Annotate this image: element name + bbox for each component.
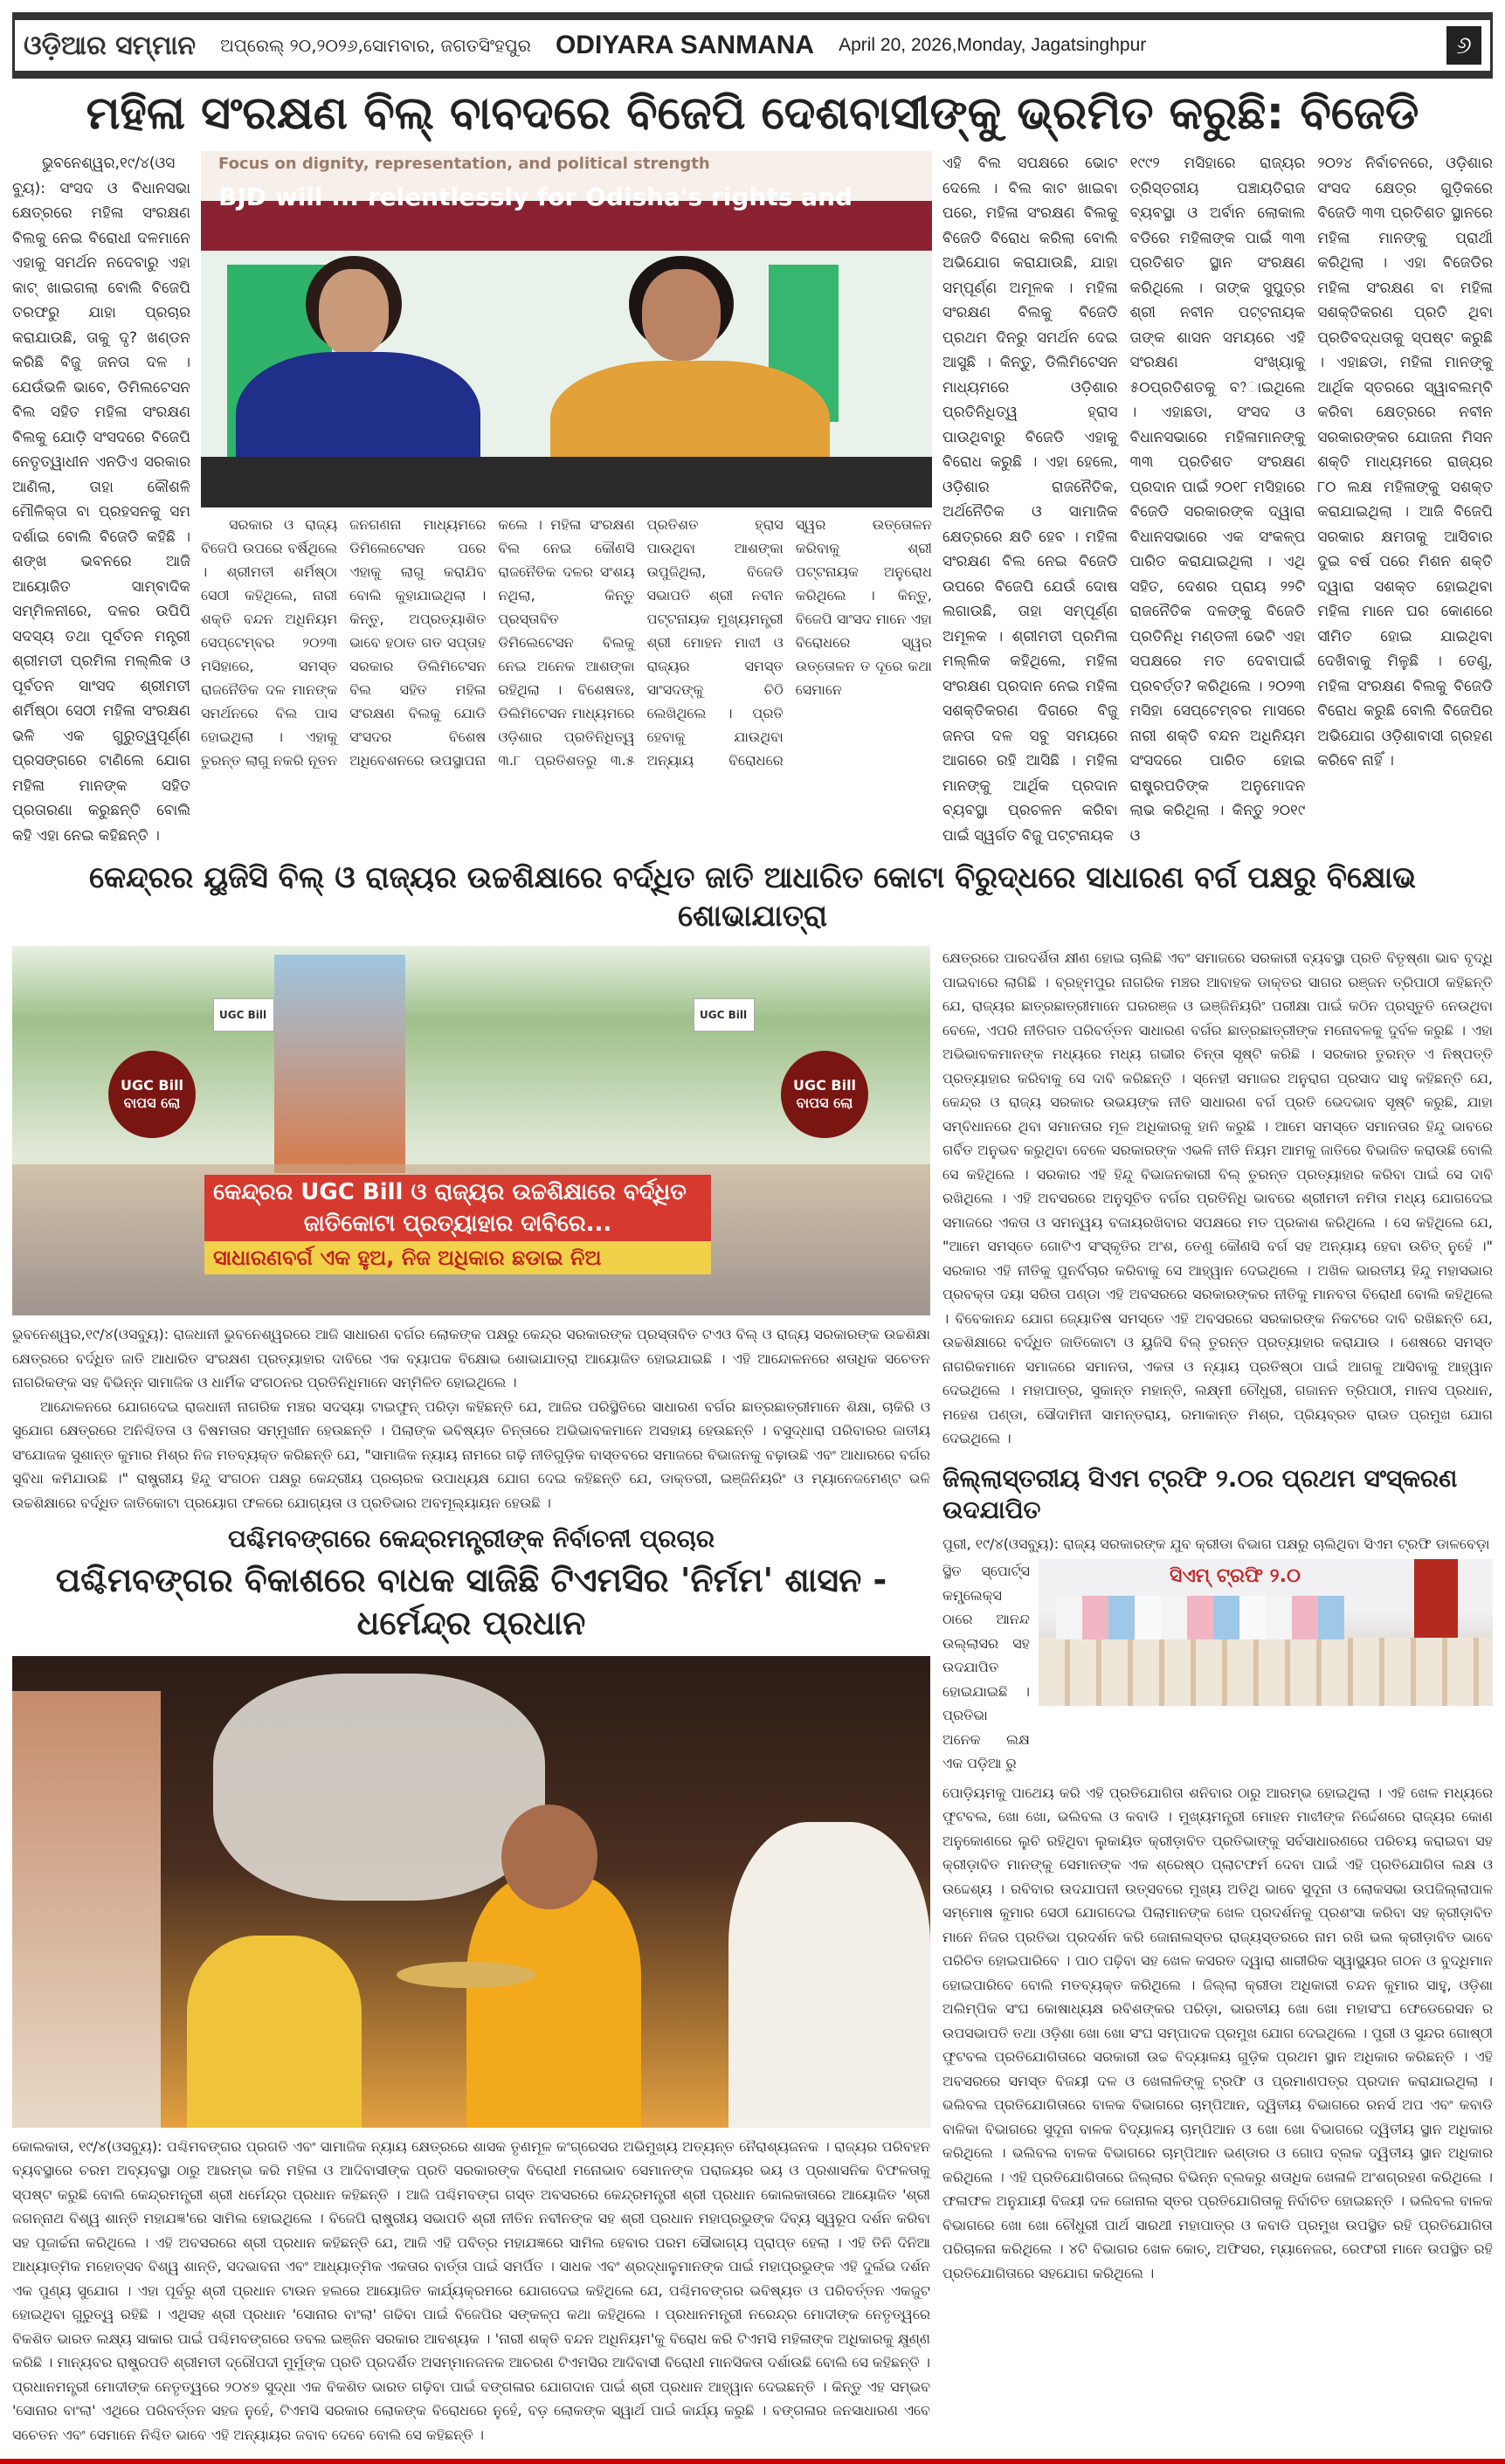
article4-paragraph: ପୋଡ଼ିୟମକୁ ପାଥେୟ କରି ଏହି ପ୍ରତିଯୋଗିତା ଶନିବାର ଠାରୁ ଆରମ୍ଭ ହୋଇଥିଲା । ଏହି ଖେଳ ମଧ୍ୟରେ ଫୁଟବଲ, ଖୋ ଖୋ, ଭଲିବଲ ଓ କବାଡି । ମୁଖ୍ୟମନ୍ତ୍ରୀ ମୋହନ ମାଝୀଙ୍କ ନିର୍ଦ୍ଦେଶରେ ରାଜ୍ୟର କୋଣ ଅନୁକୋଣରେ ଲୁଚି ରହିଥିବା ଲୁକାୟିତ କ୍ରୀଡ଼ାବିତ ପ୍ରତିଭାଙ୍କୁ ସର୍ବସାଧାରଣରେ ପରିଚୟ କରାଇବା ସହ କ୍ରୀଡ଼ାବିତ ମାନଙ୍କୁ ସେମାନଙ୍କ ଏକ ଶ୍ରେଷ୍ଠ ପ୍ଲାଟଫର୍ମ ଦେବା ପାଇଁ ଏହି ପ୍ରତିଯୋଗିତା ଲକ୍ଷ ଓ ଉଦ୍ଦେଶ୍ୟ । ରବିବାର ଉଦଯାପନୀ ଉତ୍ସବରେ ମୁଖ୍ୟ ଅତିଥି ଭାବେ ସୁଦୂନା ଓ ଲୋକସଭା ଉପଜିଲ୍ଲାପାଳ ସମ୍ମୋଷ କୁମାର ସେଠୀ ଯୋଗଦେଇ ପିଲାମାନଙ୍କ ଖେଳ ପ୍ରଦର୍ଶନକୁ ପ୍ରଶଂସା କରିବା ସହ କ୍ରୀଡ଼ାବିତ ମାନେ ନିଜର ପ୍ରତିଭା ପ୍ରଦର୍ଶନ କରି ଜୋନାଲସ୍ତର ରାଜ୍ୟସ୍ତରରେ ନାମ ରଖି ଭଲ କ୍ରୀଡ଼ାବିତ ଭାବେ ପରିଚିତ ହୋଇପାରିବେ । ପାଠ ପଢ଼ିବା ସହ ଖେଳ କସରତ ଦ୍ୱାରା ଶାରୀରିକ ସ୍ୱାସ୍ଥ୍ୟର ଗଠନ ଓ ବୁଦ୍ଧିମାନ ହୋଇପାରିବେ ବୋଲି ମତବ୍ୟକ୍ତ କରିଥିଲେ । ଜିଲ୍ଲା କ୍ରୀଡା ଅଧିକାରୀ ଚନ୍ଦନ କୁମାର ସାହୁ, ଓଡ଼ିଶା ଅଲିମ୍ପିକ ସଂଘ କୋଷାଧ୍ୟକ୍ଷ ରବିଶଙ୍କର ପରିଡ଼ା, ଭାରତୀୟ ଖୋ ଖୋ ମହାସଂଘ ଫେଡେରେସନ ର ଉପସଭାପତି ତଥା ଓଡ଼ିଶା ଖୋ ଖୋ ସଂଘ ସମ୍ପାଦକ ପ୍ରମୁଖ ଯୋଗ ଦେଇଥିଲେ । ପୁରୀ ଓ ସୁନ୍ଦର ଗୋଷ୍ଠୀ ଫୁଟବଲ ପ୍ରତିଯୋଗିତାରେ ସରକାରୀ ଉଚ୍ଚ ବିଦ୍ୟାଳୟ ଗୁଡ଼ିକ ପ୍ରଥମ ସ୍ଥାନ ଅଧିକାର କରିଛନ୍ତି । ଏହି ଅବସରରେ ସମସ୍ତ ବିଜୟୀ ଦଳ ଓ ଖେଳାଳିଙ୍କୁ ଟ୍ରଫି ଓ ପ୍ରମାଣପତ୍ର ପ୍ରଦାନ କରାଯାଇଥିଲା । ଭଲିବଲ ପ୍ରତିଯୋଗିତାରେ ବାଳକ ବିଭାଗରେ ଚାମ୍ପିଆନ, ଦ୍ୱିତୀୟ ବିଭାଗରେ ରନର୍ସ ଅପ ଏବଂ କବାଡି ବାଳିକା ବିଭାଗରେ ସୁଦୂନା ବାଳକ ବିଦ୍ୟାଳୟ ଚାମ୍ପିଆନ ଓ ଖୋ ଖୋ ବିଭାଗରେ ଦ୍ୱିତୀୟ ସ୍ଥାନ ଅଧିକାର କରିଥିଲେ । ଭଲିବଲ ବାଳକ ବିଭାଗରେ ଚାମ୍ପିଆନ ଭଣ୍ଡାର ଓ ଗୋପ ବ୍ଲକ ଦ୍ୱିତୀୟ ସ୍ଥାନ ଅଧିକାର କରିଥିଲେ । ଏହି ପ୍ରତିଯୋଗିତାରେ ଜିଲ୍ଲାର ବିଭିନ୍ନ ବ୍ଲକରୁ ଶତାଧିକ ଖେଳାଳି ଅଂଶଗ୍ରହଣ କରିଥିଲେ । ଫଳାଫଳ ଅନୁଯାୟୀ ବିଜୟୀ ଦଳ ଜୋନାଲ ସ୍ତର ପ୍ରତିଯୋଗିତାକୁ ନିର୍ବାଚିତ ହୋଇଛନ୍ତି । ଭଲିବଲ ବାଳକ ବିଭାଗରେ ଖୋ ଖୋ ଚୌଧୁରୀ ପାର୍ଥ ସାରଥୀ ମହାପାତ୍ର ଓ କବାଡି ପ୍ରମୁଖ ଉପସ୍ଥିତ ରହି ପ୍ରତିଯୋଗିତା ପରିଚାଳନା କରିଥିଲେ । ୪ଟି ବିଭାଗର ଖେଳ କୋଚ୍, ଅଫିସର, ମ୍ୟାନେଜର, ରେଫରୀ ମାନେ ଉପସ୍ଥିତ ରହି ପ୍ରତିଯୋଗିତାରେ ସହଯୋଗ କରିଥିଲେ । — [942, 1784, 1493, 2281]
article2-paragraph: କ୍ଷେତ୍ରରେ ପାରଦର୍ଶିତା କ୍ଷୀଣ ହୋଇ ଚାଲିଛି ଏବଂ ସମାଜରେ ସରକାରୀ ବ୍ୟବସ୍ଥା ପ୍ରତି ବିତୃଷ୍ଣା ଭାବ ବୃଦ୍ଧି ପାଇବାରେ ଲାଗିଛି । ବ୍ରହ୍ମପୁର ନାଗରିକ ମଞ୍ଚର ଆବାହକ ଡାକ୍ତର ସାଗର ରଞ୍ଜନ ତ୍ରିପାଠୀ କହିଛନ୍ତି ଯେ, ରାଜ୍ୟର ଛାତ୍ରଛାତ୍ରୀମାନେ ଘରରଞ୍ଜ ଓ ଇଞ୍ଜିନିୟରିଂ ପରୀକ୍ଷା ପାଇଁ କଠିନ ପ୍ରସ୍ତୁତି ନେଉଥିବା ବେଳେ, ଏପରି ନୀତିଗତ ପରିବର୍ତ୍ତନ ସାଧାରଣ ବର୍ଗର ଛାତ୍ରଛାତ୍ରୀଙ୍କ ମନୋବଳକୁ ଦୁର୍ବଳ କରୁଛି । ଏହା ଅଭିଭାବକମାନଙ୍କ ମଧ୍ୟରେ ମଧ୍ୟ ଗଭୀର ଚିନ୍ତା ସୃଷ୍ଟି କରିଛି । ସରକାର ତୁରନ୍ତ ଏ ନିଷ୍ପତ୍ତି ପ୍ରତ୍ୟାହାର କରିବାକୁ ସେ ଦାବି କରିଛନ୍ତି । ସ୍ନେହୀ ସମାଜର ଅନୁରାଗ ପ୍ରସାଦ ସାହୁ କହିଛନ୍ତି ଯେ, କେନ୍ଦ୍ର ଓ ରାଜ୍ୟ ସରକାର ଉଭୟଙ୍କ ନୀତି ସାଧାରଣ ବର୍ଗ ପ୍ରତି ଭେଦଭାବ ସୃଷ୍ଟି କରୁଛି, ଯାହା ସମ୍ବିଧାନରେ ଥିବା ସମାନତାର ମୂଳ ଅଧିକାରକୁ ହାନି କରୁଛି । ଆମେ ସମସ୍ତେ ସମାନତାର ହିନ୍ଦୁ ଭାବରେ ଗର୍ବିତ ଅନୁଭବ କରୁଥିବା ବେଳେ ସରକାରଙ୍କ ଏଭଳି ନୀତି ନିୟମ ଆମକୁ ଜାତିରେ ବିଭାଜିତ କରାଉଛି ବୋଲି ସେ କହିଥିଲେ । ସରକାର ଏହି ହିନ୍ଦୁ ବିଭାଜନକାରୀ ବିଲ୍ ତୁରନ୍ତ ପ୍ରତ୍ୟାହାର କରିବା ପାଇଁ ସେ ଦାବି ରଖିଥିଲେ । ଏହି ଅବସରରେ ଅନୁସୂଚିତ ବର୍ଗର ପ୍ରତିନିଧି ଭାବରେ ଶ୍ରୀମତୀ ନମିତା ମଧ୍ୟ ଯୋଗଦେଇ ସମାଜରେ ଏକତା ଓ ସମନ୍ୱୟ ବଜାୟରଖିବାର ସପକ୍ଷରେ ମତ ପ୍ରକାଶ କରିଥିଲେ । ସେ କହିଥିଲେ ଯେ, "ଆମେ ସମସ୍ତେ ଗୋଟିଏ ସଂସ୍କୃତିର ଅଂଶ, ତେଣୁ କୌଣସି ବର୍ଗ ସହ ଅନ୍ୟାୟ ହେବା ଉଚିତ୍ ନୁହେଁ ।" ସରକାର ଏହି ନୀତିକୁ ପୁନର୍ବିଚାର କରିବାକୁ ସେ ଆହ୍ୱାନ ଦେଇଥିଲେ । ଅଖିଳ ଭାରତୀୟ ହିନ୍ଦୁ ମହାସଭାର ପ୍ରବକ୍ତା ଦୟା ସରିତା ପଣ୍ଡା ଏହି ଅବସରରେ ସରକାରଙ୍କର ନୀତିକୁ ମାନବତା ବିରୋଧୀ ବୋଲି କହିଥିଲେ । ବିବେକାନନ୍ଦ ଯୋଗ ଜ୍ୟୋତିଷ ସମସ୍ତେ ଏହି ଅବସରରେ ସରକାରଙ୍କ ନିକଟରେ ଦାବି ରଖିଛନ୍ତି ଯେ, ଉଚ୍ଚଶିକ୍ଷାରେ ବର୍ଦ୍ଧିତ ଜାତିକୋଟା ଓ ୟୁଜିସି ବିଲ୍ ତୁରନ୍ତ ପ୍ରତ୍ୟାହାର କରାଯାଉ । ଶେଷରେ ସମସ୍ତ ନାଗରିକମାନେ ସମାଜରେ ସମାନତା, ଏକତା ଓ ନ୍ୟାୟ ପ୍ରତିଷ୍ଠା ପାଇଁ ଆଗକୁ ଆସିବାକୁ ଆହ୍ୱାନ ଦେଇଥିଲେ । ମହାପାତ୍ର, ସୁକାନ୍ତ ମହାନ୍ତି, ଲକ୍ଷ୍ମୀ ଚୌଧୁରୀ, ଗଜାନନ ତ୍ରିପାଠୀ, ମାନସ ପ୍ରଧାନ, ମହେଶ ପଣ୍ଡା, ସୌଦାମିନୀ ସାମନ୍ତରାୟ, ରମାକାନ୍ତ ମିଶ୍ର, ପ୍ରିୟବ୍ରତ ରାଉତ ପ୍ରମୁଖ ଯୋଗ ଦେଇଥିଲେ । — [942, 949, 1493, 1447]
photo-banner: ସିଏମ୍ ଟ୍ରଫି ୨.୦ — [1170, 1565, 1301, 1588]
article1-text: ୧୯୯୨ ମସିହାରେ ରାଜ୍ୟର ତ୍ରିସ୍ତରୀୟ ପଞ୍ଚାୟତିରାଜ ବ୍ୟବସ୍ଥା ଓ ଅର୍ବାନ ଲୋକାଲ ବଡିରେ ମହିଳାଙ୍କ ପାଇଁ ୩୩ ପ୍ରତିଶତ ସ୍ଥାନ ସଂରକ୍ଷଣ କରିଥିଲେ । ତାଙ୍କ ସୁପୁତ୍ର ଶ୍ରୀ ନବୀନ ପଟ୍ଟନାୟକ ତାଙ୍କ ଶାସନ ସମୟରେ ଏହି ସଂରକ୍ଷଣ ସଂଖ୍ୟାକୁ ୫୦ପ୍ରତିଶତକୁ ବ?ାଇଥିଲେ । ଏହାଛଡା, ସଂସଦ ଓ ବିଧାନସଭାରେ ମହିଳାମାନଙ୍କୁ ୩୩ ପ୍ରତିଶତ ସଂରକ୍ଷଣ ପ୍ରଦାନ ପାଇଁ ୨୦୧୮ ମସିହାରେ ବିଜେଡି ସରକାରଙ୍କ ଦ୍ୱାରା ବିଧାନସଭାରେ ଏକ ସଂକଳ୍ପ ପାରିତ କରାଯାଇଥିଲା । ଏଥି ସହିତ, ଦେଶର ପ୍ରାୟ ୨୨ଟି ରାଜନୈତିକ ଦଳଙ୍କୁ ବିଜେଡି ପ୍ରତିନିଧି ମଣ୍ଡଳୀ ଭେଟି ଏହା ସପକ୍ଷରେ ମତ ଦେବାପାଇଁ ପ୍ରବର୍ତ୍ତ? କରିଥିଲେ । ୨୦୨୩ ମସିହା ସେପ୍ଟେମ୍ବର ମାସରେ ନାରୀ ଶକ୍ତି ବନ୍ଦନ ଅଧିନିୟମ ସଂସଦରେ ପାରିତ ହୋଇ ରାଷ୍ଟ୍ରପତିଙ୍କ ଅନୁମୋଦନ ଲାଭ କରିଥିଲା । କିନ୍ତୁ ୨୦୧୯ ଓ — [1129, 155, 1306, 845]
article4-text: ସ୍ଥିତ ସ୍ପୋର୍ଟ୍ସ କମ୍ପ୍ଲେକ୍ସ ଠାରେ ଆନନ୍ଦ ଉଲ୍ଲାସର ସହ ଉଦଯାପିତ ହୋଇଯାଇଛି । ପ୍ରତିଭା ଅନେକ ଲକ୍ଷ ଏକ ପଡ଼ିଆ ରୁ — [942, 1563, 1030, 1772]
article1-column-1 — [12, 151, 190, 848]
placard: UGC Bill — [700, 1009, 748, 1022]
newspaper-name: ODIYARA SANMANA — [555, 31, 815, 59]
lower-right — [942, 946, 1493, 2447]
newspaper-logo: ଓଡ଼ିଆର ସମ୍ମାନ — [24, 30, 197, 61]
article3-paragraph: କୋଲକାତା, ୧୯/୪(ଓସବ୍ୟୁ): ପଶ୍ଚିମବଙ୍ଗର ପ୍ରଗତି ଏବଂ ସାମାଜିକ ନ୍ୟାୟ କ୍ଷେତ୍ରରେ ଶାସକ ତୃଣମୂଳ କଂଗ୍ରେସର ଅଭିମୁଖ୍ୟ ଅତ୍ୟନ୍ତ ନୈରାଶ୍ୟଜନକ । ରାଜ୍ୟର ପରିବହନ ବ୍ୟବସ୍ଥାରେ ଚରମ ଅବ୍ୟବସ୍ଥା ଠାରୁ ଆରମ୍ଭ କରି ମହିଳା ଓ ଆଦିବାସୀଙ୍କ ପ୍ରତି ସରକାରଙ୍କ ବିରୋଧୀ ମନୋଭାବ ସେମାନଙ୍କ ପରାଜୟର ଭୟ ଓ ପ୍ରଶାସନିକ ବିଫଳତାକୁ ସ୍ପଷ୍ଟ କରୁଛି ବୋଲି କେନ୍ଦ୍ରମନ୍ତ୍ରୀ ଶ୍ରୀ ଧର୍ମେନ୍ଦ୍ର ପ୍ରଧାନ କହିଛନ୍ତି । ଆଜି ପଶ୍ଚିମବଙ୍ଗ ଗସ୍ତ ଅବସରରେ କେନ୍ଦ୍ରମନ୍ତ୍ରୀ ଶ୍ରୀ ପ୍ରଧାନ କୋଲକାତାରେ ଆୟୋଜିତ 'ଶ୍ରୀ ଜଗନ୍ନାଥ ବିଶ୍ୱ ଶାନ୍ତି ମହାଯଜ୍ଞ'ରେ ସାମିଲ ହୋଇଥିଲେ । ବିଜେପି ରାଷ୍ଟ୍ରୀୟ ସଭାପତି ଶ୍ରୀ ନୀତିନ ନବୀନଙ୍କ ସହ ଶ୍ରୀ ପ୍ରଧାନ ମହାପ୍ରଭୁଙ୍କ ଦିବ୍ୟ ସ୍ୱରୂପ ଦର୍ଶନ କରିବା ସହ ପୂଜାର୍ଚ୍ଚନା କରିଥିଲେ । ଏହି ଅବସରରେ ଶ୍ରୀ ପ୍ରଧାନ କହିଛନ୍ତି ଯେ, ଆଜି ଏହି ପବିତ୍ର ମହାଯଜ୍ଞରେ ସାମିଲ ହେବାର ପରମ ସୌଭାଗ୍ୟ ପ୍ରାପ୍ତ ହେଲା । ଏହି ତିନି ଦିନିଆ ଆଧ୍ୟାତ୍ମିକ ମହୋତ୍ସବ ବିଶ୍ୱ ଶାନ୍ତି, ସଦଭାବନା ଏବଂ ଆଧ୍ୟାତ୍ମିକ ଏକତାର ବାର୍ତ୍ତା ପାଇଁ ସମର୍ପିତ । ସାଧକ ଏବଂ ଶ୍ରଦ୍ଧାଳୁମାନଙ୍କ ପାଇଁ ମହାପ୍ରଭୁଙ୍କ ଏହି ଦୁର୍ଲଭ ଦର୍ଶନ ଏକ ପୁଣ୍ୟ ସୁଯୋଗ । ଏହା ପୂର୍ବରୁ ଶ୍ରୀ ପ୍ରଧାନ ଟାଉନ ହଲରେ ଆୟୋଜିତ କାର୍ଯ୍ୟକ୍ରମରେ ଯୋଗଦେଇ କହିଥିଲେ ଯେ, ପଶ୍ଚିମବଙ୍ଗର ଭବିଷ୍ୟତ ଓ ପରିବର୍ତ୍ତନ ଏକଜୁଟ ହୋଇଥିବା ଗୁରୁତ୍ୱ ରହିଛି । ଏଥିସହ ଶ୍ରୀ ପ୍ରଧାନ 'ସୋନାର ବାଂଲା' ଗଢିବା ପାଇଁ ବିଜେପିର ସଙ୍କଳ୍ପ କଥା କହିଥିଲେ । ପ୍ରଧାନମନ୍ତ୍ରୀ ନରେନ୍ଦ୍ର ମୋଦୀଙ୍କ ନେତୃତ୍ୱରେ ବିକଶିତ ଭାରତ ଲକ୍ଷ୍ୟ ସାକାର ପାଇଁ ପଶ୍ଚିମବଙ୍ଗରେ ଡବଲ ଇଞ୍ଜିନ ସରକାର ଆବଶ୍ୟକ । 'ନାରୀ ଶକ୍ତି ବନ୍ଦନ ଅଧିନିୟମ'କୁ ବିରୋଧ କରି ଟିଏମସି ମହିଳାଙ୍କ ଅଧିକାରକୁ କ୍ଷୁଣ୍ଣ କରିଛି । ମାନ୍ୟବର ରାଷ୍ଟ୍ରପତି ଶ୍ରୀମତୀ ଦ୍ରୌପଦୀ ମୁର୍ମୁଙ୍କ ପ୍ରତି ପ୍ରଦର୍ଶିତ ଅସମ୍ମାନଜନକ ଆଚରଣ ଟିଏମସିର ଆଦିବାସୀ ବିରୋଧୀ ମାନସିକତା ଦର୍ଶାଉଛି ବୋଲି ସେ କହିଛନ୍ତି । ପ୍ରଧାନମନ୍ତ୍ରୀ ମୋଦୀଙ୍କ ନେତୃତ୍ୱରେ ୨୦୪୭ ସୁଦ୍ଧା ଏକ ବିକଶିତ ଭାରତ ଗଢ଼ିବା ପାଇଁ ବଙ୍ଗଳାର ଯୋଗଦାନ ପାଇଁ ଶ୍ରୀ ପ୍ରଧାନ ଆହ୍ୱାନ ଦେଇଛନ୍ତି । କିନ୍ତୁ ଏହ ସମ୍ଭବ 'ସୋନାର ବାଂଲା' ଏଥିରେ ପରିବର୍ତ୍ତନ ସହଜ ନୁହେଁ, ଟିଏମସି ସରକାର ଲୋକଙ୍କ ବିରୋଧରେ ନୁହେଁ, ବଡ଼ ଲୋକଙ୍କ ସ୍ୱାର୍ଥ ପାଇଁ କାର୍ଯ୍ୟ କରୁଛି । ବଙ୍ଗଳାର ଜନସାଧାରଣ ଏବେ ସଚେତନ ଏବଂ ସେମାନେ ନିଶ୍ଚିତ ଭାବେ ଏହି ଅନ୍ୟାୟର ଜବାବ ଦେବେ ବୋଲି ସେ କହିଛନ୍ତି । — [12, 2137, 930, 2443]
article1 — [12, 151, 1493, 848]
article1-text: ଭୁବନେଶ୍ୱର,୧୯/୪(ଓସବ୍ୟୁ): ସଂସଦ ଓ ବିଧାନସଭା କ୍ଷେତ୍ରରେ ମହିଳା ସଂରକ୍ଷଣ ବିଲକୁ ନେଇ ବିରୋଧୀ ଦଳମାନେ ଏହାକୁ ସମର୍ଥନ ନଦେବାରୁ ଏହା କାଟ୍ ଖାଇଗଲା ବୋଲି ବିଜେପି ତରଫରୁ ଯାହା ପ୍ରଚାର କରାଯାଉଛି, ତାକୁ ଦୃ? ଖଣ୍ଡନ କରିଛି ବିଜୁ ଜନତା ଦଳ । ଯେଉଁଭଳି ଭାବେ, ଡିମିଲଟେସନ ବିଲ ସହିତ ମହିଳା ସଂରକ୍ଷଣ ବିଲକୁ ଯୋଡ଼ି ସଂସଦରେ ବିଜେପି ନେତୃତ୍ୱାଧୀନ ଏନଡିଏ ସରକାର ଆଣିଲା, ତାହା କୌଶଳି ମୌଳିକ୍ତା ବା ପ୍ରହସନକୁ ସମ ଦର୍ଶାଇ ବୋଲି ବିଜେଡି କହିଛି । ଶଙ୍ଖ ଭବନରେ ଆଜି ଆୟୋଜିତ ସାମ୍ବାଦିକ ସମ୍ମିଳନୀରେ, ଦଳର ଉପିପି ସଦସ୍ୟ ତଥା ପୂର୍ବତନ ମନ୍ତ୍ରୀ ଶ୍ରୀମତୀ ପ୍ରମିଳା ମଲ୍ଲିକ ଓ ପୂର୍ବତନ ସାଂସଦ ଶ୍ରୀମତୀ ଶର୍ମିଷ୍ଠା ସେଠୀ ମହିଳା ସଂରକ୍ଷଣ ଭଳି ଏକ ଗୁରୁତ୍ୱପୂର୍ଣ୍ଣ ପ୍ରସଙ୍ଗରେ ଟାଣିଲେ ଯୋଗ ମହିଳା ମାନଙ୍କ ସହିତ ପ୍ରତାରଣା କରୁଛନ୍ତି ବୋଲି କହି ଏହା ନେଇ କହିଛନ୍ତି । — [12, 155, 190, 845]
article2-photo — [12, 946, 930, 1315]
article4-lead — [942, 1532, 1493, 1556]
photo-banner-line: ସାଧାରଣବର୍ଗ ଏକ ହୁଅ, ନିଜ ଅଧିକାର ଛଡାଇ ନିଅ — [213, 1246, 602, 1271]
article1-right-columns — [942, 151, 1493, 848]
masthead — [12, 12, 1493, 79]
article1-headline: ମହିଳା ସଂରକ୍ଷଣ ବିଲ୍ ବାବଦରେ ବିଜେପି ଦେଶବାସୀଙ୍କୁ ଭ୍ରମିତ କରୁଛି: ବିଜେଡି — [86, 87, 1419, 140]
article1-text: ଏହି ବିଲ ସପକ୍ଷରେ ଭୋଟ ଦେଲେ । ବିଲ କାଟ ଖାଇବା ପରେ, ମହିଳା ସଂରକ୍ଷଣ ବିଲକୁ ବିଜେଡି ବିରୋଧ କରିଲା ବୋଲି ଅଭିଯୋଗ କରାଯାଉଛି, ଯାହା ସମ୍ପୂର୍ଣ୍ଣ ଅମୂଳକ । ମହିଳା ସଂରକ୍ଷଣ ବିଲକୁ ବିଜେଡି ପ୍ରଥମ ଦିନରୁ ସମର୍ଥନ ଦେଇ ଆସୁଛି । କିନ୍ତୁ, ଡିଲିମିଟେସନ ମାଧ୍ୟମରେ ଓଡ଼ିଶାର ପ୍ରତିନିଧିତ୍ୱ ହ୍ରାସ ପାଉଥିବାରୁ ବିଜେଡି ଏହାକୁ ବିରୋଧ କରୁଛି । ଏହା ହେଲେ, ଓଡ଼ିଶାର ରାଜନୈତିକ, ଅର୍ଥନୈତିକ ଓ ସାମାଜିକ କ୍ଷେତ୍ରରେ କ୍ଷତି ହେବ । ମହିଳା ସଂରକ୍ଷଣ ବିଲ ନେଇ ବିଜେଡି ଉପରେ ବିଜେପି ଯେଉଁ ଦୋଷ ଲଗାଉଛି, ତାହା ସମ୍ପୂର୍ଣ୍ଣ ଅମୂଳକ । ଶ୍ରୀମତୀ ପ୍ରମିଳା ମଲ୍ଲିକ କହିଥିଲେ, ମହିଳା ସଂରକ୍ଷଣ ପ୍ରଦାନ ନେଇ ମହିଳା ସଶକ୍ତିକରଣ ଦିଗରେ ବିଜୁ ଜନତା ଦଳ ସବୁ ସମୟରେ ଆଗରେ ରହି ଆସିଛି । ମହିଳା ମାନଙ୍କୁ ଆର୍ଥିକ ପ୍ରଦାନ ବ୍ୟବସ୍ଥା ପ୍ରଚଳନ କରିବା ପାଇଁ ସ୍ୱର୍ଗତ ବିଜୁ ପଟ୍ଟନାୟକ — [942, 155, 1118, 845]
article4-text: ପୁରୀ, ୧୯/୪(ଓସବ୍ୟୁ): ରାଜ୍ୟ ସରକାରଙ୍କ ଯୁବ କ୍ରୀଡା ବିଭାଗ ପକ୍ଷରୁ ଚାଲିଥିବା ସିଏମ ଟ୍ରଫି ଡାଳବେଡ଼ା — [942, 1535, 1490, 1552]
article4-headline: ଜିଲ୍ଲାସ୍ତରୀୟ ସିଏମ ଟ୍ରଫି ୨.୦ର ପ୍ରଥମ ସଂସ୍କରଣ ଉଦଯାପିତ — [942, 1463, 1458, 1525]
article1-text: ୨୦୨୪ ନିର୍ବାଚନରେ, ଓଡ଼ିଶାର ସଂସଦ କ୍ଷେତ୍ର ଗୁଡ଼ିକରେ ବିଜେଡି ୩୩ ପ୍ରତିଶତ ସ୍ଥାନରେ ମହିଳା ମାନଙ୍କୁ ପ୍ରାର୍ଥୀ କରିଥିଲା । ଏହା ବିଜେଡିର ମହିଳା ସଂରକ୍ଷଣ ବା ମହିଳା ସଶକ୍ତିକରଣ ପ୍ରତି ଥିବା ପ୍ରତିବଦ୍ଧତାକୁ ସ୍ପଷ୍ଟ କରୁଛି । ଏହାଛଡା, ମହିଳା ମାନଙ୍କୁ ଆର୍ଥିକ ସ୍ତରରେ ସ୍ୱାବଲମ୍ବି କରିବା କ୍ଷେତ୍ରରେ ନବୀନ ସରକାରଙ୍କର ଯୋଜନା ମିସନ ଶକ୍ତି ମାଧ୍ୟମରେ ରାଜ୍ୟର ୮୦ ଲକ୍ଷ ମହିଳାଙ୍କୁ ସଶକ୍ତ କରାଯାଇଥିଲା । ଆଜି ବିଜେପି ସରକାର କ୍ଷମତାକୁ ଆସିବାର ଦୁଇ ବର୍ଷ ପରେ ମିଶନ ଶକ୍ତି ଦ୍ୱାରା ସଶକ୍ତ ହୋଇଥିବା ମହିଳା ମାନେ ଘର କୋଣରେ ସୀମିତ ହୋଇ ଯାଇଥିବା ଦେଖିବାକୁ ମିଳୁଛି । ତେଣୁ, ମହିଳା ସଂରକ୍ଷଣ ବିଲକୁ ବିଜେଡି ବିରୋଧ କରୁଛି ବୋଲି ବିଜେପିର ଅଭିଯୋଗ ଓଡ଼ିଶାବାସୀ ଗ୍ରହଣ କରିବେ ନାହିଁ । — [1317, 155, 1493, 770]
article1-photo — [201, 151, 932, 507]
placard: UGC Bill ବାପସ ଲୋ — [120, 1077, 184, 1112]
article2-text-left — [12, 1322, 930, 1515]
article2-paragraph: ଆନ୍ଦୋଳନରେ ଯୋଗଦେଇ ରାଜଧାନୀ ନାଗରିକ ମଞ୍ଚର ସଦସ୍ୟା ଟାଇଫୁନ୍ ପରିଡ଼ା କହିଛନ୍ତି ଯେ, ଆଜିର ପରିସ୍ଥିତିରେ ସାଧାରଣ ବର୍ଗର ଛାତ୍ରଛାତ୍ରୀମାନେ ଶିକ୍ଷା, ଚାକିରି ଓ ସୁଯୋଗ କ୍ଷେତ୍ରରେ ଅନିଶ୍ଚିତତା ଓ ବିଷମତାର ସମ୍ମୁଖୀନ ହେଉଛନ୍ତି । ପିଲାଙ୍କ ଭବିଷ୍ୟତ ଚିନ୍ତାରେ ଅଭିଭାବକମାନେ ଅସହାୟ ହେଉଛନ୍ତି । ବସୁଦ୍ଧାରା ପରିବାରର ଜାତୀୟ ସଂଯୋଜକ ସୁଶାନ୍ତ କୁମାର ମିଶ୍ର ନିଜ ମତବ୍ୟକ୍ତ କରିଛନ୍ତି ଯେ, "ସାମାଜିକ ନ୍ୟାୟ ନାମରେ ଗଢ଼ି ନୀତିଗୁଡ଼ିକ ବାସ୍ତବରେ ସମାଜରେ ବିଭାଜନକୁ ବଢ଼ାଉଛି ଏବଂ ଆଧାରରେ ବର୍ଗର ସୁବିଧା କମିଯାଉଛି ।" ରାଷ୍ଟ୍ରୀୟ ହିନ୍ଦୁ ସଂଗଠନ ପକ୍ଷରୁ କେନ୍ଦ୍ରୀୟ ପ୍ରଚାରକ ଉପାଧ୍ୟକ୍ଷ ଯୋଗ ଦେଇ କହିଛନ୍ତି ଯେ, ଡାକ୍ତରୀ, ଇଞ୍ଜିନିୟରିଂ ଓ ମ୍ୟାନେଜମେଣ୍ଟ ଭଳି ଉଚ୍ଚଶିକ୍ଷାରେ ବର୍ଦ୍ଧିତ ଜାତିକୋଟା ପ୍ରୟୋଗ ଫଳରେ ଯୋଗ୍ୟତା ଓ ପ୍ରତିଭାର ଅବମୂଲ୍ୟାୟନ ହେଉଛି । — [12, 1398, 930, 1511]
photo-text-group — [218, 155, 915, 212]
article2-paragraph: ଭୁବନେଶ୍ୱର,୧୯/୪(ଓସବ୍ୟୁ): ରାଜଧାନୀ ଭୁବନେଶ୍ୱରରେ ଆଜି ସାଧାରଣ ବର୍ଗର ଲୋକଙ୍କ ପକ୍ଷରୁ କେନ୍ଦ୍ର ସରକାରଙ୍କ ପ୍ରସ୍ତାବିତ ଟଏଓ ବିଲ୍ ଓ ରାଜ୍ୟ ସରକାରଙ୍କ ଉଚ୍ଚଶିକ୍ଷା କ୍ଷେତ୍ରରେ ବର୍ଦ୍ଧିତ ଜାତି ଆଧାରିତ ସଂରକ୍ଷଣ ପ୍ରତ୍ୟାହାର ଦାବିରେ ଏକ ବ୍ୟାପକ ବିକ୍ଷୋଭ ଶୋଭାଯାତ୍ରା ଆୟୋଜିତ ହୋଇଯାଇଛି । ଏହି ଆନ୍ଦୋଳନରେ ଶତାଧିକ ସଚେତନ ନାଗରିକଙ୍କ ସହ ବିଭିନ୍ନ ସାମାଜିକ ଓ ଧାର୍ମିକ ସଂଗଠନର ପ୍ରତିନିଧିମାନେ ସମ୍ମିଳିତ ହୋଇଥିଲେ । — [12, 1326, 930, 1391]
date-english: April 20, 2026,Monday, Jagatsinghpur — [839, 35, 1147, 55]
article2-headline: କେନ୍ଦ୍ରର ୟୁଜିସି ବିଲ୍ ଓ ରାଜ୍ୟର ଉଚ୍ଚଶିକ୍ଷାରେ ବର୍ଦ୍ଧିତ ଜାତି ଆଧାରିତ କୋଟା ବିରୁଦ୍ଧରେ ସାଧାରଣ ବର୍ଗ ପକ୍ଷରୁ ବିକ୍ଷୋଭ ଶୋଭାଯାତ୍ରା — [88, 860, 1417, 935]
article3-photo — [12, 1656, 930, 2128]
article3-text — [12, 2135, 930, 2447]
bottom-rule — [0, 2459, 1505, 2464]
article2-text-right — [942, 946, 1493, 1451]
date-odia: ଅପ୍ରେଲ୍ ୨୦,୨୦୨୬,ସୋମବାର, ଜଗତସିଂହପୁର — [220, 35, 531, 56]
article4-side-text — [942, 1559, 1030, 1776]
article3-kicker: ପଶ୍ଚିମବଙ୍ଗରେ କେନ୍ଦ୍ରମନ୍ତ୍ରୀଙ୍କ ନିର୍ବାଚନୀ ପ୍ରଚାର — [227, 1524, 715, 1554]
photo-text: Focus on dignity, representation, and political strength — [218, 155, 710, 173]
lower-left — [12, 946, 930, 2447]
article4-photo — [1039, 1559, 1493, 1706]
article1-text-below-photo — [201, 513, 932, 772]
photo-banner-line: ଜାତିକୋଟା ପ୍ରତ୍ୟାହାର ଦାବିରେ... — [303, 1211, 612, 1238]
article3-headline: ପଶ୍ଚିମବଙ୍ଗର ବିକାଶରେ ବାଧକ ସାଜିଛି ଟିଏମସିର 'ନିର୍ମମ' ଶାସନ - ଧର୍ମେନ୍ଦ୍ର ପ୍ରଧାନ — [55, 1560, 887, 1643]
article1-center — [201, 151, 932, 848]
placard: UGC Bill — [219, 1009, 267, 1022]
photo-banner-line: କେନ୍ଦ୍ରର UGC Bill ଓ ରାଜ୍ୟର ଉଚ୍ଚଶିକ୍ଷାରେ ବର୍ଦ୍ଧିତ — [213, 1179, 687, 1206]
article4-text — [942, 1781, 1493, 2286]
photo-banner: BJD will ... relentlessly for Odisha's rights and — [218, 183, 853, 211]
placard: UGC Bill ବାପସ ଲୋ — [792, 1077, 857, 1112]
lower-section — [12, 946, 1493, 2447]
article4-photo-row — [942, 1559, 1493, 1776]
page-number: ୬ — [1446, 26, 1481, 65]
protest-banner — [204, 1175, 711, 1310]
article1-text: ସରକାର ଓ ରାଜ୍ୟ ବିଜେପି ଉପରେ ବର୍ଷିଥିଲେ । ଶ୍ରୀମତୀ ଶର୍ମିଷ୍ଠା ସେଠୀ କହିଥିଲେ, ନାରୀ ଶକ୍ତି ବନ୍ଦନ ଅଧିନିୟମ ସେପ୍ଟେମ୍ବର ୨୦୨୩ ମସିହାରେ, ସମସ୍ତ ରାଜନୈତିକ ଦଳ ମାନଙ୍କ ସମର୍ଥନରେ ବିଲ ପାସ ହୋଇଥିଲା । ଏହାକୁ ତୁରନ୍ତ ଲାଗୁ ନକରି ନୂତନ ଜନଗଣନା ମାଧ୍ୟମରେ ଡିମିଲେଟେସନ ପରେ ଏହାକୁ ଲାଗୁ କରାଯିବ ବୋଲି କୁହାଯାଇଥିଲା । କିନ୍ତୁ, ଅପ୍ରତ୍ୟାଶିତ ଭାବେ ହଠାତ ଗତ ସପ୍ତାହ ସରକାର ଡିଲିମିଟେସନ ବିଲ ସହିତ ମହିଳା ସଂରକ୍ଷଣ ବିଲକୁ ଯୋଡି ସଂସଦର ବିଶେଷ ଅଧିବେଶନରେ ଉପସ୍ଥାପନା କଲେ । ମହିଳା ସଂରକ୍ଷଣ ବିଲ ନେଇ କୌଣସି ରାଜନୈତିକ ଦଳର ସଂଶୟ ନଥିଲା, କିନ୍ତୁ ପ୍ରସ୍ତାବିତ ଡିମିଲେଟେସନ ବିଲକୁ ନେଇ ଅନେକ ଆଶଙ୍କା ରହିଥିଲା । ବିଶେଷତଃ, ଡିଲିମିଟେସନ ମାଧ୍ୟମରେ ଓଡ଼ିଶାର ପ୍ରତିନିଧିତ୍ୱ ୩.୮ ପ୍ରତିଶତରୁ ୩.୫ ପ୍ରତିଶତ ହ୍ରାସ ପାଉଥିବା ଆଶଙ୍କା ଉପୁଜିଥିଲା, ବିଜେଡି ସଭାପତି ଶ୍ରୀ ନବୀନ ପଟ୍ଟନାୟକ ମୁଖ୍ୟମନ୍ତ୍ରୀ ଶ୍ରୀ ମୋହନ ମାଝୀ ଓ ରାଜ୍ୟର ସମସ୍ତ ସାଂସଦଙ୍କୁ ଚିଠି ଲେଖିଥିଲେ । ପ୍ରତି ହେବାକୁ ଯାଉଥିବା ଅନ୍ୟାୟ ବିରୋଧରେ ସ୍ୱର ଉତ୍ତୋଳନ କରିବାକୁ ଶ୍ରୀ ପଟ୍ଟନାୟକ ଅନୁରୋଧ କରିଥିଲେ । କିନ୍ତୁ, ବିଜେପି ସାଂସଦ ମାନେ ଏହା ବିରୋଧରେ ସ୍ୱର ଉତ୍ତୋଳନ ତ ଦୂରେ କଥା ସେମାନେ — [201, 516, 932, 769]
